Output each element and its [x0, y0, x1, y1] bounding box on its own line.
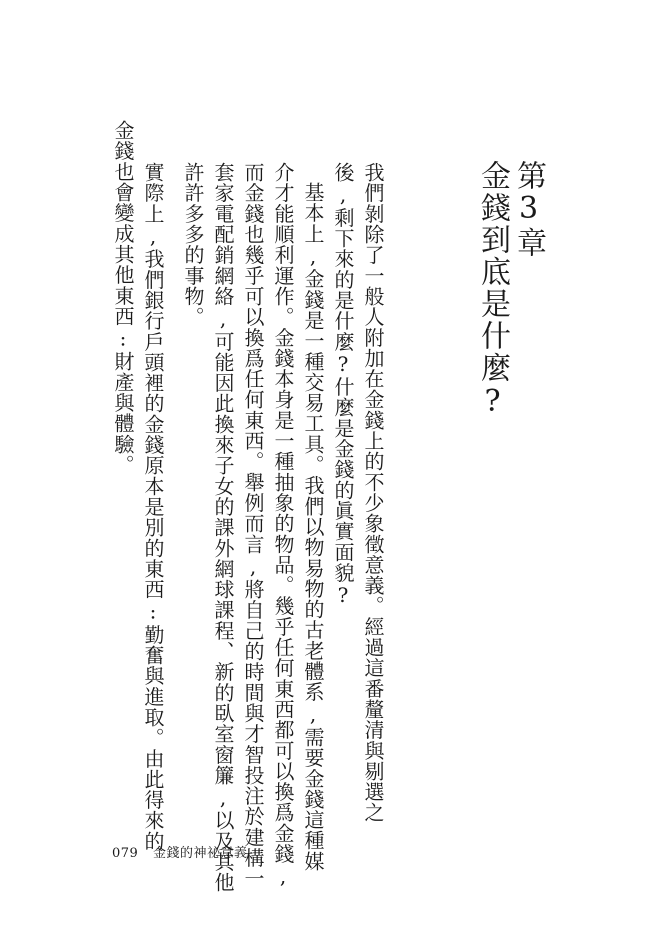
body-line-5: 而金錢也幾乎可以換爲任何東西。舉例而言,將自己的時間與才智投注於建構一	[241, 162, 265, 889]
chapter-number: 第3章	[511, 160, 546, 258]
body-line-8: 實際上,我們銀行戶頭裡的金錢原本是別的東西:勤奮與進取。由此得來的	[141, 162, 165, 852]
body-line-3: 基本上,金錢是一種交易工具。我們以物易物的古老體系,需要金錢這種媒	[301, 182, 325, 872]
body-line-6: 套家電配銷網絡,可能因此換來子女的課外網球課程、新的臥室窗簾,以及其他	[211, 162, 235, 893]
body-line-9: 金錢也會變成其他東西:財產與體驗。	[111, 120, 135, 476]
body-line-1: 我們剝除了一般人附加在金錢上的不少象徵意義。經過這番釐清與剔選之	[361, 162, 385, 823]
body-line-4: 介才能順利運作。金錢本身是一種抽象的物品。幾乎任何東西都可以換爲金錢,	[271, 162, 295, 889]
chapter-title: 金錢到底是什麼?	[475, 160, 510, 421]
body-line-2: 後,剩下來的是什麼?什麼是金錢的眞實面貌?	[331, 162, 355, 608]
page-number: 079	[112, 846, 139, 861]
page-footer	[112, 842, 247, 861]
body-line-7: 許許多多的事物。	[181, 162, 205, 328]
running-title: 金錢的神祕意義	[152, 846, 248, 861]
